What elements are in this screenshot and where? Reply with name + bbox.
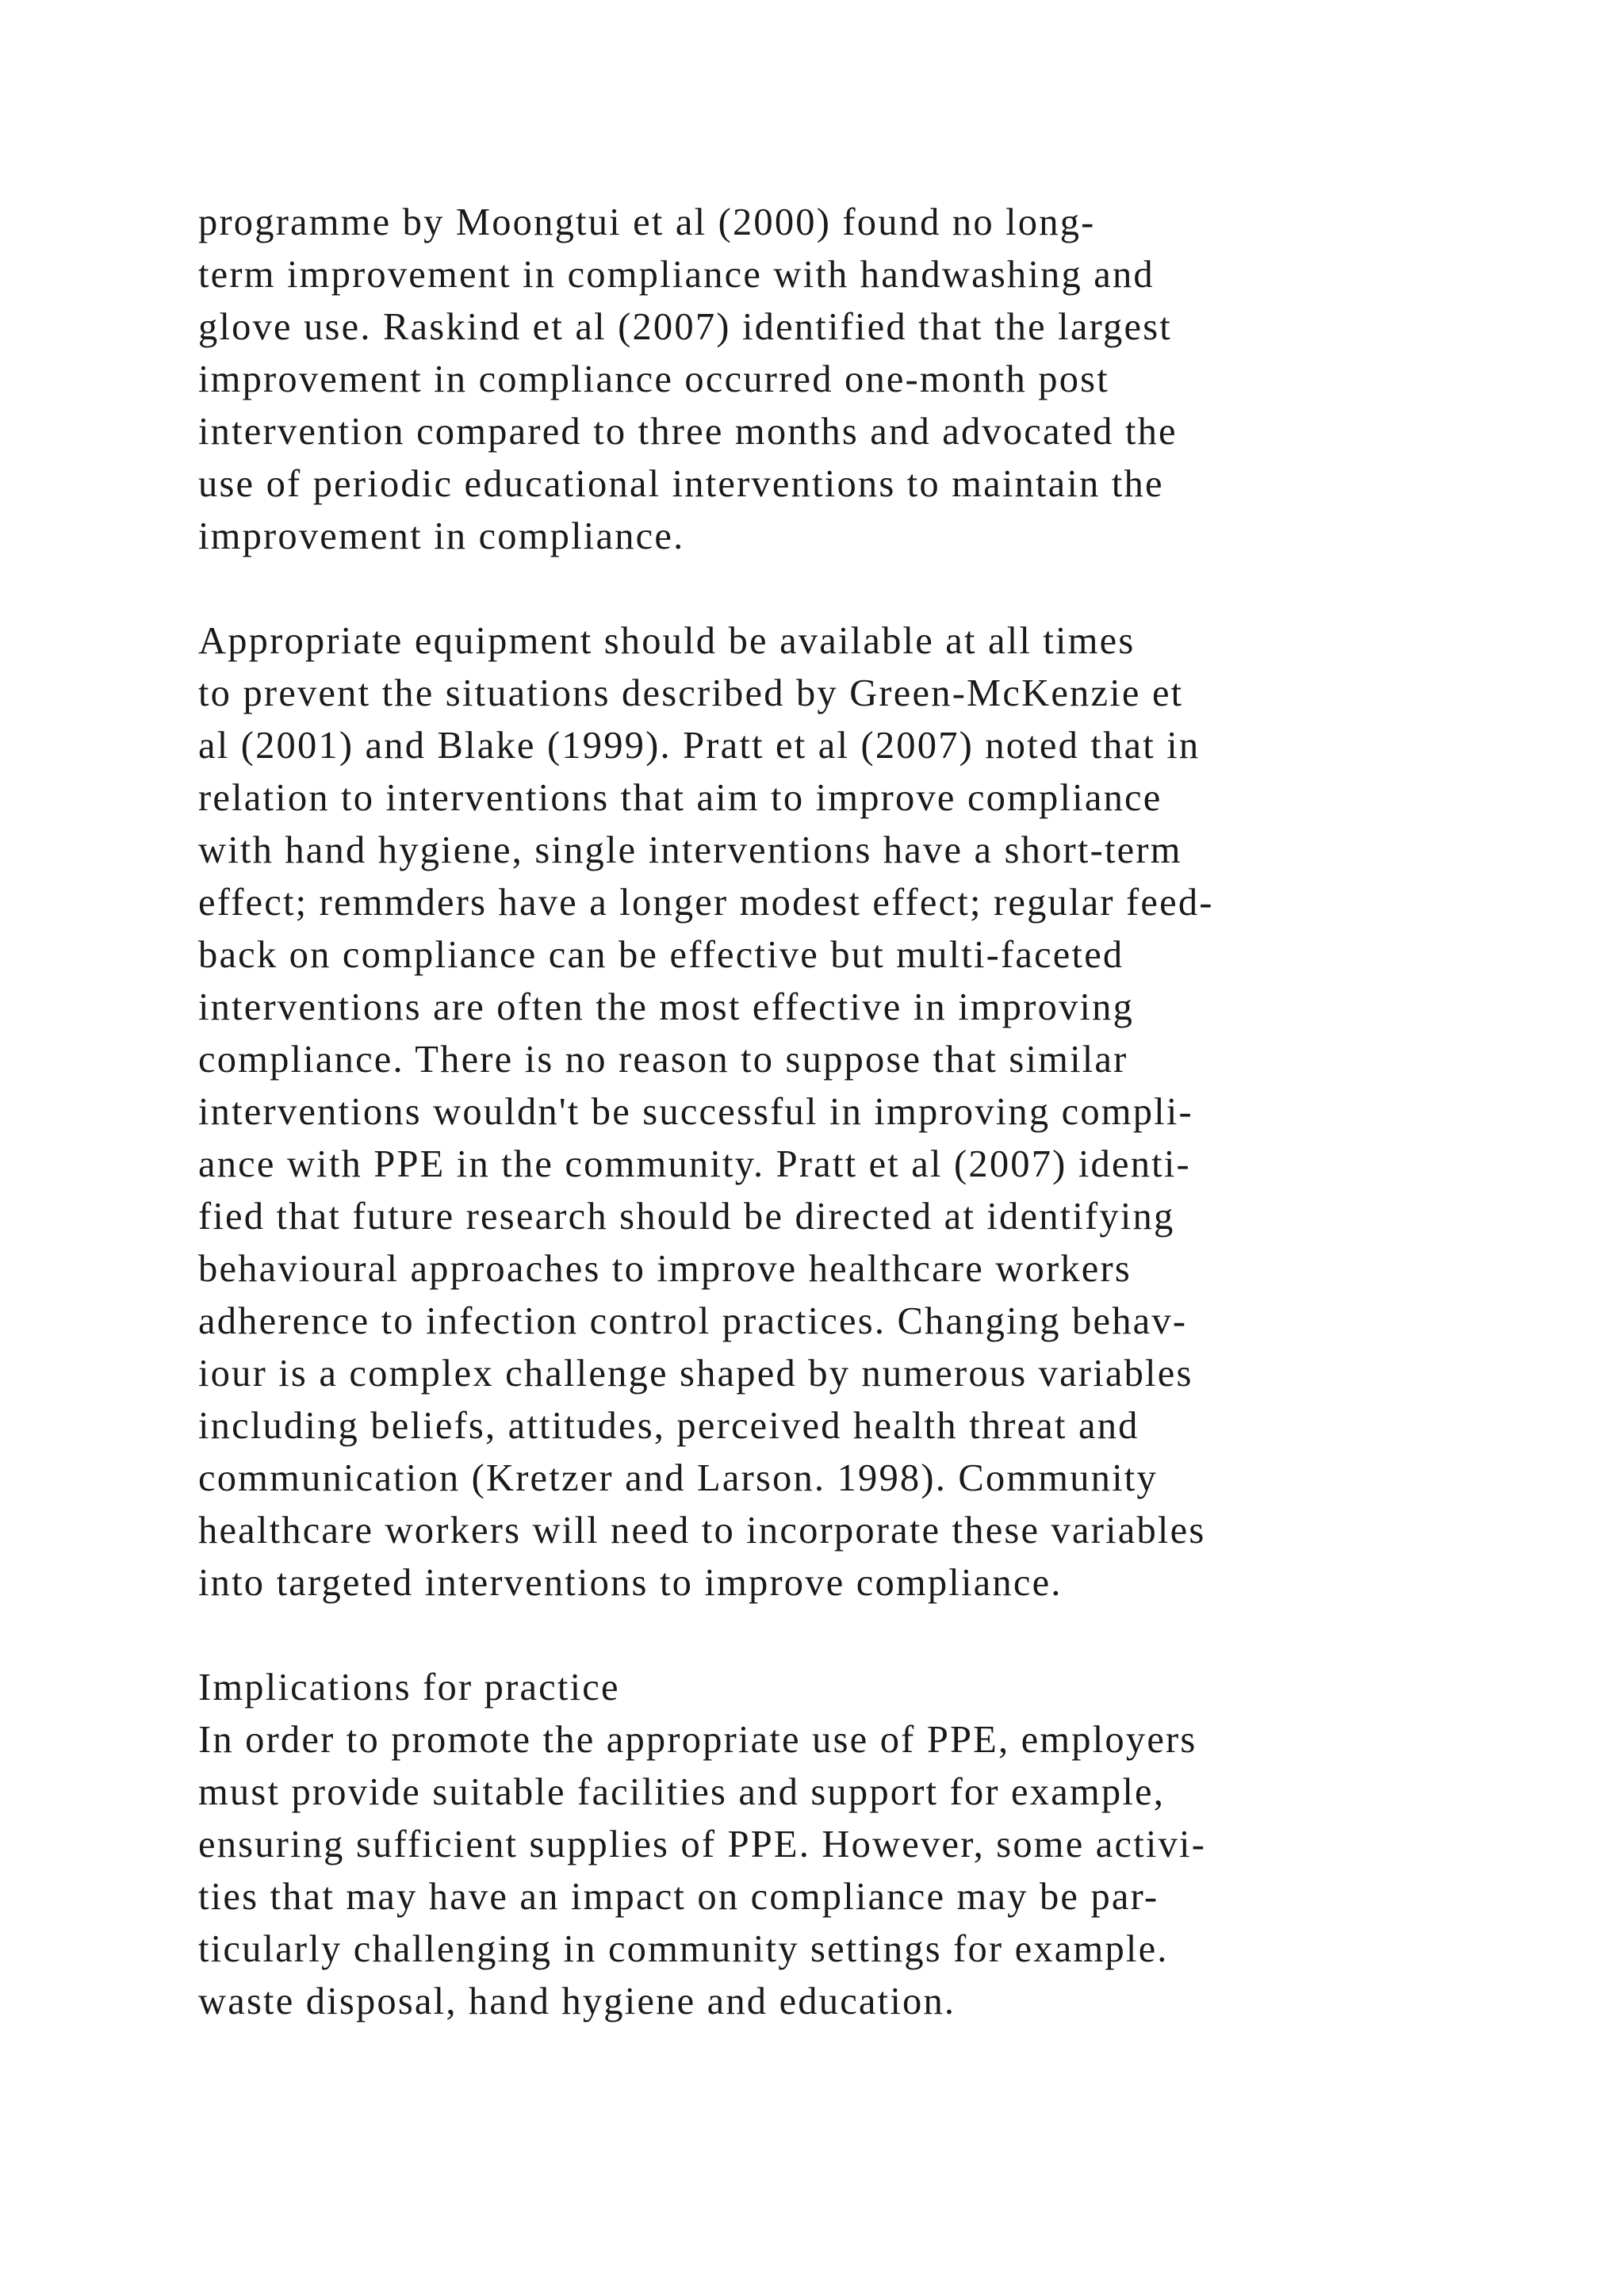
text-line: into targeted interventions to improve compliance. (198, 1562, 1063, 1604)
text-line: healthcare workers will need to incorporate these variables (198, 1510, 1206, 1552)
text-line: behavioural approaches to improve healthcare workers (198, 1248, 1132, 1290)
text-line: back on compliance can be effective but multi-faceted (198, 934, 1124, 976)
text-line: interventions wouldn't be successful in improving compli- (198, 1091, 1193, 1133)
text-line: ties that may have an impact on compliance may be par- (198, 1876, 1159, 1918)
text-line: ance with PPE in the community. Pratt et al (2007) identi- (198, 1143, 1191, 1185)
text-line: including beliefs, attitudes, perceived health threat and (198, 1405, 1139, 1447)
text-line: interventions are often the most effective in improving (198, 986, 1135, 1028)
text-line: glove use. Raskind et al (2007) identified that the largest (198, 306, 1172, 348)
text-line: must provide suitable facilities and support for example, (198, 1771, 1166, 1813)
paragraph-appropriate-equipment (198, 615, 1562, 1609)
paragraph-implications-for-practice (198, 1662, 1562, 2028)
text-line: relation to interventions that aim to improve compliance (198, 777, 1162, 819)
text-line: fied that future research should be directed at identifying (198, 1196, 1175, 1238)
text-line: improvement in compliance occurred one-month post (198, 358, 1109, 400)
text-line: ensuring sufficient supplies of PPE. However, some activi- (198, 1823, 1207, 1866)
text-line: with hand hygiene, single interventions have a short-term (198, 829, 1182, 871)
text-line: programme by Moongtui et al (2000) found no long- (198, 201, 1096, 243)
document-page (198, 197, 1562, 2028)
text-line: waste disposal, hand hygiene and education. (198, 1980, 956, 2022)
paragraph-education-compliance (198, 197, 1562, 563)
text-line: intervention compared to three months and advocated the (198, 411, 1178, 453)
text-line: In order to promote the appropriate use of PPE, employers (198, 1719, 1197, 1761)
text-line: ticularly challenging in community settings for example. (198, 1928, 1169, 1970)
text-line: to prevent the situations described by Green-McKenzie et (198, 672, 1184, 714)
text-line: iour is a complex challenge shaped by numerous variables (198, 1353, 1193, 1395)
text-line: al (2001) and Blake (1999). Pratt et al (2007) noted that in (198, 725, 1201, 767)
text-line: adherence to infection control practices. Changing behav- (198, 1300, 1188, 1342)
text-line: Appropriate equipment should be available at all times (198, 620, 1136, 662)
text-line: compliance. There is no reason to suppose that similar (198, 1039, 1128, 1081)
text-line: improvement in compliance. (198, 515, 685, 557)
text-line: communication (Kretzer and Larson. 1998). Community (198, 1457, 1158, 1499)
text-line: use of periodic educational interventions to maintain the (198, 463, 1164, 505)
section-heading: Implications for practice (198, 1667, 620, 1709)
text-line: effect; remmders have a longer modest effect; regular feed- (198, 882, 1214, 924)
text-line: term improvement in compliance with handwashing and (198, 254, 1155, 296)
